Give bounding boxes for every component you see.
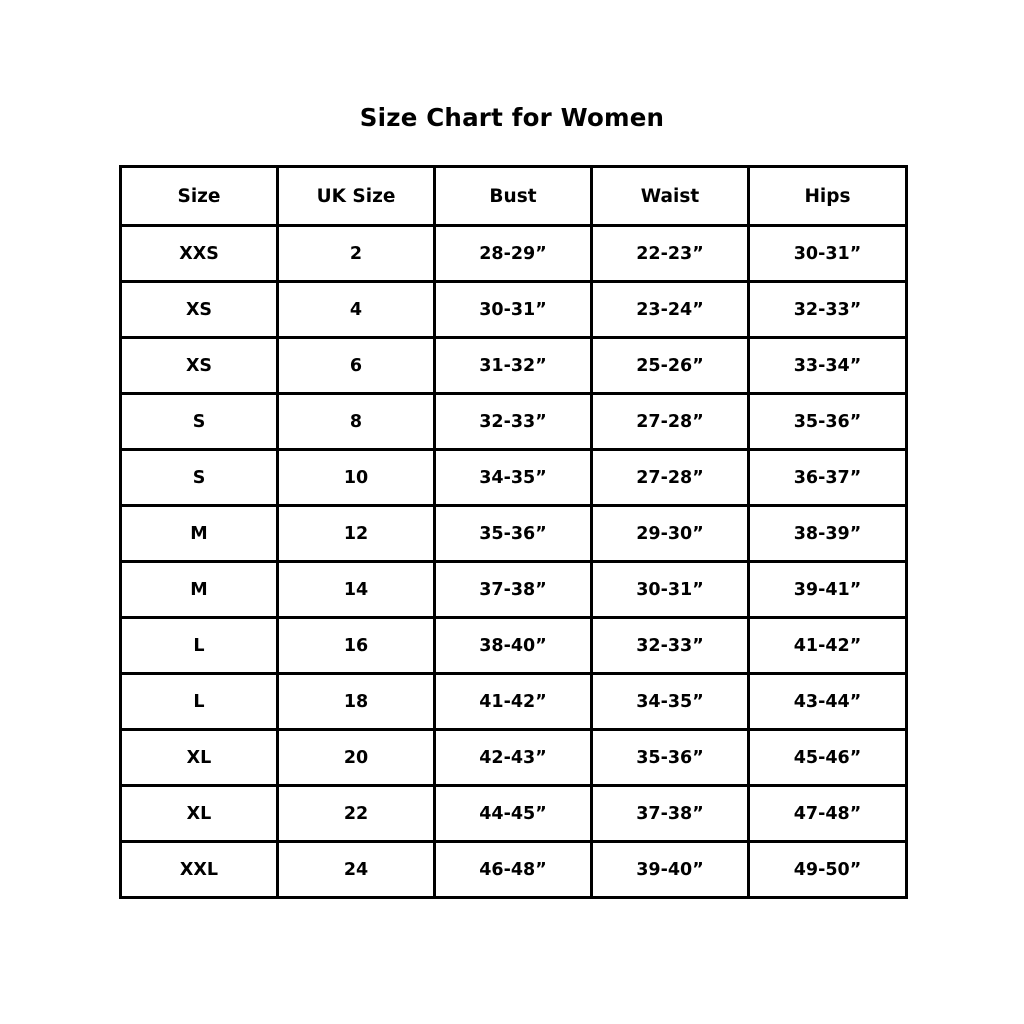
table-body	[121, 226, 907, 898]
table-header	[121, 167, 907, 226]
cell-size: XL	[121, 730, 278, 786]
cell-waist: 35-36”	[592, 730, 749, 786]
cell-hips: 47-48”	[749, 786, 907, 842]
cell-bust: 35-36”	[435, 506, 592, 562]
cell-bust: 37-38”	[435, 562, 592, 618]
column-header-hips: Hips	[749, 167, 907, 226]
table-row	[121, 282, 907, 338]
cell-waist: 22-23”	[592, 226, 749, 282]
cell-waist: 30-31”	[592, 562, 749, 618]
cell-size: S	[121, 450, 278, 506]
cell-hips: 41-42”	[749, 618, 907, 674]
cell-uk-size: 20	[278, 730, 435, 786]
cell-uk-size: 4	[278, 282, 435, 338]
cell-bust: 41-42”	[435, 674, 592, 730]
size-chart-table	[119, 165, 908, 899]
column-header-bust: Bust	[435, 167, 592, 226]
cell-waist: 32-33”	[592, 618, 749, 674]
table-row	[121, 506, 907, 562]
cell-size: S	[121, 394, 278, 450]
cell-size: L	[121, 618, 278, 674]
cell-uk-size: 6	[278, 338, 435, 394]
table-row	[121, 730, 907, 786]
cell-uk-size: 10	[278, 450, 435, 506]
cell-hips: 38-39”	[749, 506, 907, 562]
table-row	[121, 618, 907, 674]
cell-waist: 27-28”	[592, 394, 749, 450]
cell-bust: 32-33”	[435, 394, 592, 450]
cell-bust: 28-29”	[435, 226, 592, 282]
cell-hips: 30-31”	[749, 226, 907, 282]
cell-hips: 32-33”	[749, 282, 907, 338]
cell-uk-size: 16	[278, 618, 435, 674]
cell-size: XXL	[121, 842, 278, 898]
table-row	[121, 674, 907, 730]
cell-waist: 23-24”	[592, 282, 749, 338]
column-header-size: Size	[121, 167, 278, 226]
cell-hips: 33-34”	[749, 338, 907, 394]
table-row	[121, 450, 907, 506]
cell-waist: 29-30”	[592, 506, 749, 562]
cell-waist: 25-26”	[592, 338, 749, 394]
cell-waist: 34-35”	[592, 674, 749, 730]
cell-size: XS	[121, 282, 278, 338]
column-header-uk-size: UK Size	[278, 167, 435, 226]
cell-size: L	[121, 674, 278, 730]
cell-hips: 49-50”	[749, 842, 907, 898]
cell-bust: 30-31”	[435, 282, 592, 338]
table-row	[121, 394, 907, 450]
cell-uk-size: 18	[278, 674, 435, 730]
cell-hips: 45-46”	[749, 730, 907, 786]
cell-waist: 37-38”	[592, 786, 749, 842]
page-title: Size Chart for Women	[359, 103, 665, 132]
cell-waist: 39-40”	[592, 842, 749, 898]
cell-uk-size: 14	[278, 562, 435, 618]
table-row	[121, 226, 907, 282]
table-row	[121, 562, 907, 618]
cell-bust: 42-43”	[435, 730, 592, 786]
cell-size: XL	[121, 786, 278, 842]
cell-uk-size: 12	[278, 506, 435, 562]
cell-hips: 36-37”	[749, 450, 907, 506]
cell-uk-size: 24	[278, 842, 435, 898]
cell-size: XXS	[121, 226, 278, 282]
column-header-waist: Waist	[592, 167, 749, 226]
size-chart-table-container	[119, 165, 905, 899]
table-row	[121, 842, 907, 898]
table-row	[121, 786, 907, 842]
cell-hips: 35-36”	[749, 394, 907, 450]
cell-size: XS	[121, 338, 278, 394]
cell-uk-size: 2	[278, 226, 435, 282]
cell-waist: 27-28”	[592, 450, 749, 506]
cell-hips: 43-44”	[749, 674, 907, 730]
cell-uk-size: 8	[278, 394, 435, 450]
table-row	[121, 338, 907, 394]
cell-bust: 38-40”	[435, 618, 592, 674]
cell-bust: 46-48”	[435, 842, 592, 898]
cell-size: M	[121, 506, 278, 562]
cell-hips: 39-41”	[749, 562, 907, 618]
cell-bust: 31-32”	[435, 338, 592, 394]
table-header-row	[121, 167, 907, 226]
cell-size: M	[121, 562, 278, 618]
cell-bust: 44-45”	[435, 786, 592, 842]
cell-bust: 34-35”	[435, 450, 592, 506]
cell-uk-size: 22	[278, 786, 435, 842]
